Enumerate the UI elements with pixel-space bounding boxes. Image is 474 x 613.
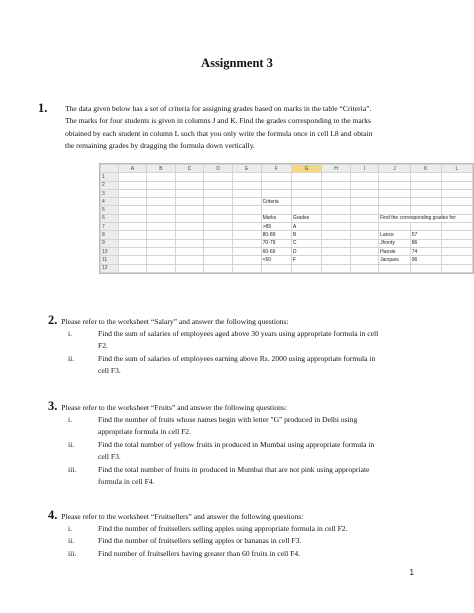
list-item xyxy=(48,328,433,353)
item-text-line: Find the sum of salaries of employees earning above Rs. 2000 using appropriate formula in xyxy=(98,353,376,363)
column-header: K xyxy=(410,165,441,173)
list-item xyxy=(48,464,433,489)
sheet-row xyxy=(101,206,473,214)
item-text-line: Find the number of fruits whose names begin with letter "G" produced in Delhi using xyxy=(98,415,358,424)
question-2 xyxy=(48,313,433,378)
item-number: iii. xyxy=(68,464,77,474)
student-marks: 96 xyxy=(410,256,441,264)
page-title: Assignment 3 xyxy=(201,56,273,70)
criteria-marks: >89 xyxy=(261,223,291,231)
column-header: J xyxy=(379,165,411,173)
column-header: B xyxy=(147,165,176,173)
sheet-row xyxy=(101,231,473,239)
criteria-marks: <60 xyxy=(261,256,291,264)
row-header: 3 xyxy=(101,189,119,197)
sheet-row xyxy=(101,181,473,189)
column-header: H xyxy=(322,165,351,173)
question-number: 3. xyxy=(48,399,58,413)
find-grades-text: Find the corresponding grades for: xyxy=(379,214,473,222)
criteria-marks: 80-89 xyxy=(261,231,291,239)
column-header-row xyxy=(101,165,473,173)
question-number: 2. xyxy=(48,313,58,327)
item-text-line: appropriate formula in cell F2. xyxy=(98,427,191,437)
row-header: 8 xyxy=(101,231,119,239)
item-text-line: F2. xyxy=(98,341,108,351)
question-number: 1. xyxy=(38,101,48,115)
column-header: I xyxy=(350,165,378,173)
row-header: 1 xyxy=(101,173,119,181)
criteria-marks: 60-69 xyxy=(261,247,291,255)
column-header: C xyxy=(175,165,204,173)
item-number: i. xyxy=(68,415,73,424)
sheet-row xyxy=(101,223,473,231)
row-header: 6 xyxy=(101,214,119,222)
criteria-marks: 70-79 xyxy=(261,239,291,247)
student-name: Jacques xyxy=(379,256,411,264)
row-header: 11 xyxy=(101,256,119,264)
question-number: 4. xyxy=(48,508,58,522)
spreadsheet-image xyxy=(99,163,474,274)
question-3 xyxy=(48,399,433,488)
question-intro: Please refer to the worksheet “Salary” and answer the following questions: xyxy=(61,317,289,326)
question-text-line: obtained by each student in column L such that you only write the formula once in cell L8 and obtain xyxy=(65,128,373,138)
sheet-row xyxy=(101,264,473,272)
question-4 xyxy=(48,508,433,560)
student-name: Lance xyxy=(379,231,411,239)
question-text-line: the remaining grades by dragging the formula down vertically. xyxy=(65,141,255,151)
item-text-line: cell F3. xyxy=(98,366,121,376)
item-text-line: formula in cell F4. xyxy=(98,477,155,487)
row-header: 10 xyxy=(101,247,119,255)
question-1 xyxy=(38,103,423,153)
student-name: Jhonty xyxy=(379,239,411,247)
list-item xyxy=(48,353,433,378)
row-header: 7 xyxy=(101,223,119,231)
row-header: 5 xyxy=(101,206,119,214)
criteria-label: Criteria xyxy=(261,198,291,206)
column-header: A xyxy=(118,165,147,173)
sheet-row xyxy=(101,214,473,222)
list-item xyxy=(48,414,433,439)
item-text-line: Find the total number of yellow fruits in produced in Mumbai using appropriate formula in xyxy=(98,439,375,449)
column-header-selected: G xyxy=(291,165,321,173)
list-item xyxy=(48,439,433,464)
student-marks: 57 xyxy=(410,231,441,239)
sheet-row xyxy=(101,239,473,247)
column-header: E xyxy=(233,165,262,173)
criteria-grade: A xyxy=(291,223,321,231)
row-header: 2 xyxy=(101,181,119,189)
row-header: 12 xyxy=(101,264,119,272)
question-text-line: The marks for four students is given in columns J and K. Find the grades corresponding to the marks xyxy=(65,116,372,126)
item-number: ii. xyxy=(68,536,75,546)
item-number: i. xyxy=(68,524,73,533)
item-text-line: Find number of fruitsellers having greater than 60 fruits in cell F4. xyxy=(98,548,301,558)
corner-cell xyxy=(101,165,119,173)
item-text-line: Find the number of fruitsellers selling apples or bananas in cell F3. xyxy=(98,536,302,546)
item-number: iii. xyxy=(68,548,77,558)
marks-header: Marks xyxy=(261,214,291,222)
item-number: ii. xyxy=(68,353,75,363)
column-header: D xyxy=(204,165,233,173)
row-header: 4 xyxy=(101,198,119,206)
item-text-line: Find the total number of fruits in produced in Mumbai that are not pink using appropriate xyxy=(98,464,370,474)
sheet-row xyxy=(101,247,473,255)
student-marks: 74 xyxy=(410,247,441,255)
student-name: Hansie xyxy=(379,247,411,255)
criteria-grade: C xyxy=(291,239,321,247)
criteria-grade: B xyxy=(291,231,321,239)
page-number: 1 xyxy=(409,568,414,577)
question-text-line: The data given below has a set of criteria for assigning grades based on marks in the table “Criteria”. xyxy=(65,104,372,113)
item-text-line: Find the sum of salaries of employees aged above 30 years using appropriate formula in cell xyxy=(98,329,379,338)
question-intro: Please refer to the worksheet “Fruitsellers” and answer the following questions: xyxy=(61,512,304,521)
item-number: i. xyxy=(68,329,73,338)
list-item xyxy=(48,548,433,560)
grades-header: Grades xyxy=(291,214,321,222)
criteria-grade: D xyxy=(291,247,321,255)
row-header: 9 xyxy=(101,239,119,247)
student-marks: 86 xyxy=(410,239,441,247)
sheet-row xyxy=(101,189,473,197)
item-text-line: cell F3. xyxy=(98,452,121,462)
question-intro: Please refer to the worksheet “Fruits” and answer the following questions: xyxy=(61,403,287,412)
sheet-row xyxy=(101,198,473,206)
column-header: F xyxy=(261,165,291,173)
list-item xyxy=(48,523,433,535)
sheet-row xyxy=(101,173,473,181)
sheet-row xyxy=(101,256,473,264)
item-text-line: Find the number of fruitsellers selling apples using appropriate formula in cell F2. xyxy=(98,524,348,533)
column-header: L xyxy=(441,165,472,173)
list-item xyxy=(48,535,433,547)
item-number: ii. xyxy=(68,439,75,449)
criteria-grade: F xyxy=(291,256,321,264)
